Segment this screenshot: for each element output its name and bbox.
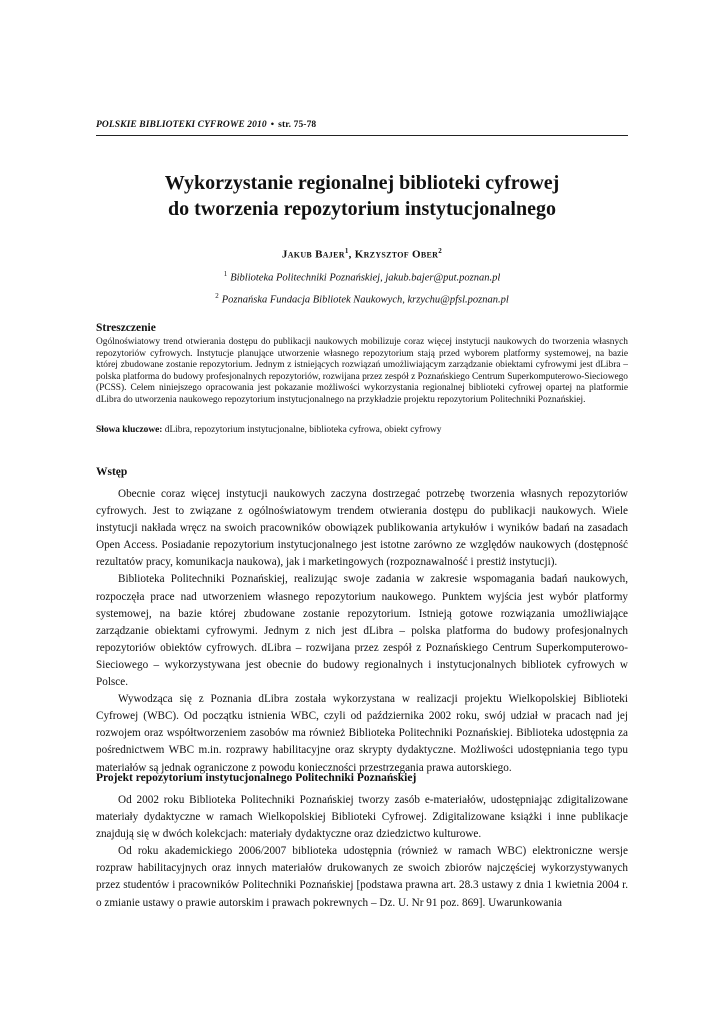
paragraph: Od 2002 roku Biblioteka Politechniki Poznańskiej tworzy zasób e-materiałów, udostępniając zdigitalizowane materiały dydaktyczne w ramach Wielkopolskiej Biblioteki Cyfrowej. Zdigitalizowane książki i inne publikacje znajdują się w dwóch kolekcjach: materiały dydaktyczne oraz dziedzictwo kulturowe.: [96, 794, 628, 841]
author-2-affil-mark: 2: [438, 247, 443, 255]
running-header: [96, 120, 628, 130]
affiliation-2: [96, 292, 628, 306]
section-heading-project: Projekt repozytorium instytucjonalnego Politechniki Poznańskiej: [96, 772, 417, 784]
title-line-2: do tworzenia repozytorium instytucjonalnego: [168, 198, 556, 220]
journal-name: POLSKIE BIBLIOTEKI CYFROWE 2010: [96, 120, 267, 130]
paragraph: Wywodząca się z Poznania dLibra została wykorzystana w realizacji projektu Wielkopolskiej Biblioteki Cyfrowej (WBC). Od początku istnienia WBC, czyli od października 2002 roku, swój udział w pracach nad jej rozwojem oraz współtworzeniem zasobów ma również Biblioteka Politechniki Poznańskiej. Biblioteka udostępnia za pośrednictwem WBC m.in. rozprawy habilitacyjne oraz skrypty dydaktyczne. Możliwości udostępniania tego typu materiałów są jednak ograniczone z powodu konieczności przestrzegania prawa autorskiego.: [96, 693, 628, 774]
paragraph: Od roku akademickiego 2006/2007 biblioteka udostępnia (również w ramach WBC) elektroniczne wersje rozpraw habilitacyjnych oraz innych materiałów drukowanych ze swoich zbiorów najczęściej wykorzystywanych przez studentów i pracowników Politechniki Poznańskiej [podstawa prawna art. 28.3 ustawy z dnia 1 kwietnia 2004 r. o zmianie ustawy o prawie autorskim i prawach pokrewnych – Dz. U. Nr 91 poz. 869]. Uwarunkowania: [96, 845, 628, 909]
header-rule: [96, 135, 628, 136]
paragraph: Obecnie coraz więcej instytucji naukowych zaczyna dostrzegać potrzebę tworzenia własnych repozytoriów cyfrowych. Jest to związane z ogólnoświatowym trendem otwierania dostępu do publikacji naukowych. Wiele instytucji nakłada wręcz na swoich pracowników obowiązek publikowania artykułów i wyników badań na zasadach Open Access. Posiadanie repozytorium instytucjonalnego jest istotne zarówno ze względów naukowych (dostępność rezultatów pracy, komunikacja naukowa), jak i marketingowych (rozpoznawalność i prestiż instytucji).: [96, 488, 628, 569]
author-1: Jakub Bajer: [281, 248, 345, 261]
section-body-project: [96, 792, 628, 912]
section-heading-introduction: Wstęp: [96, 466, 128, 478]
keywords: [96, 424, 628, 436]
affiliation-1: [96, 270, 628, 284]
paper-title: [96, 170, 628, 222]
page-range: str. 75-78: [278, 120, 317, 130]
abstract-heading: Streszczenie: [96, 322, 156, 334]
affiliation-2-text: Poznańska Fundacja Bibliotek Naukowych, krzychu@pfsl.poznan.pl: [221, 294, 509, 306]
affiliation-1-mark: 1: [223, 270, 228, 278]
author-separator: ,: [348, 248, 355, 261]
keywords-label: Słowa kluczowe:: [96, 425, 163, 435]
affiliation-1-text: Biblioteka Politechniki Poznańskiej, jakub.bajer@put.poznan.pl: [230, 272, 501, 284]
author-1-affil-mark: 1: [344, 247, 349, 255]
keywords-list: dLibra, repozytorium instytucjonalne, biblioteka cyfrowa, obiekt cyfrowy: [164, 425, 442, 435]
section-body-introduction: [96, 486, 628, 777]
title-line-1: Wykorzystanie regionalnej biblioteki cyfrowej: [164, 172, 560, 194]
affiliation-2-mark: 2: [215, 292, 219, 300]
author-2: Krzysztof Ober: [354, 248, 439, 261]
abstract-text: Ogólnoświatowy trend otwierania dostępu do publikacji naukowych mobilizuje coraz więcej instytucji naukowych do tworzenia własnych repozytoriów cyfrowych. Instytucje planujące utworzenie własnego repozytorium stają przed wyborem platformy systemowej, na bazie której zbudowane zostanie repozytorium. Jednym z istniejących rozwiązań umożliwiającym zarządzanie obiektami cyfrowymi jest dLibra – polska platforma do budowy profesjonalnych repozytoriów, rozwijana przez zespół z Poznańskiego Centrum Superkomputerowo-Sieciowego (PCSS). Celem niniejszego opracowania jest pokazanie możliwości wykorzystania regionalnej biblioteki cyfrowej opartej na platformie dLibra do utworzenia naukowego repozytorium instytucjonalnego na przykładzie projektu repozytorium Politechniki Poznańskiej.: [96, 337, 628, 405]
header-separator: •: [270, 120, 275, 130]
author-list: [96, 247, 628, 261]
paragraph: Biblioteka Politechniki Poznańskiej, realizując swoje zadania w zakresie wspomagania badań naukowych, rozpoczęła prace nad utworzeniem własnego repozytorium naukowego. Punktem wyjścia jest wybór platformy systemowej, na bazie której zbudowane zostanie repozytorium. Istnieją gotowe rozwiązania umożliwiające zarządzanie obiektami cyfrowymi. Jednym z nich jest dLibra – polska platforma do budowy profesjonalnych repozytoriów obiektów cyfrowych. dLibra – rozwijana przez zespół z Poznańskiego Centrum Superkomputerowo-Sieciowego – wykorzystywana jest obecnie do budowy regionalnych i instytucjonalnych bibliotek cyfrowych w Polsce.: [96, 573, 628, 689]
